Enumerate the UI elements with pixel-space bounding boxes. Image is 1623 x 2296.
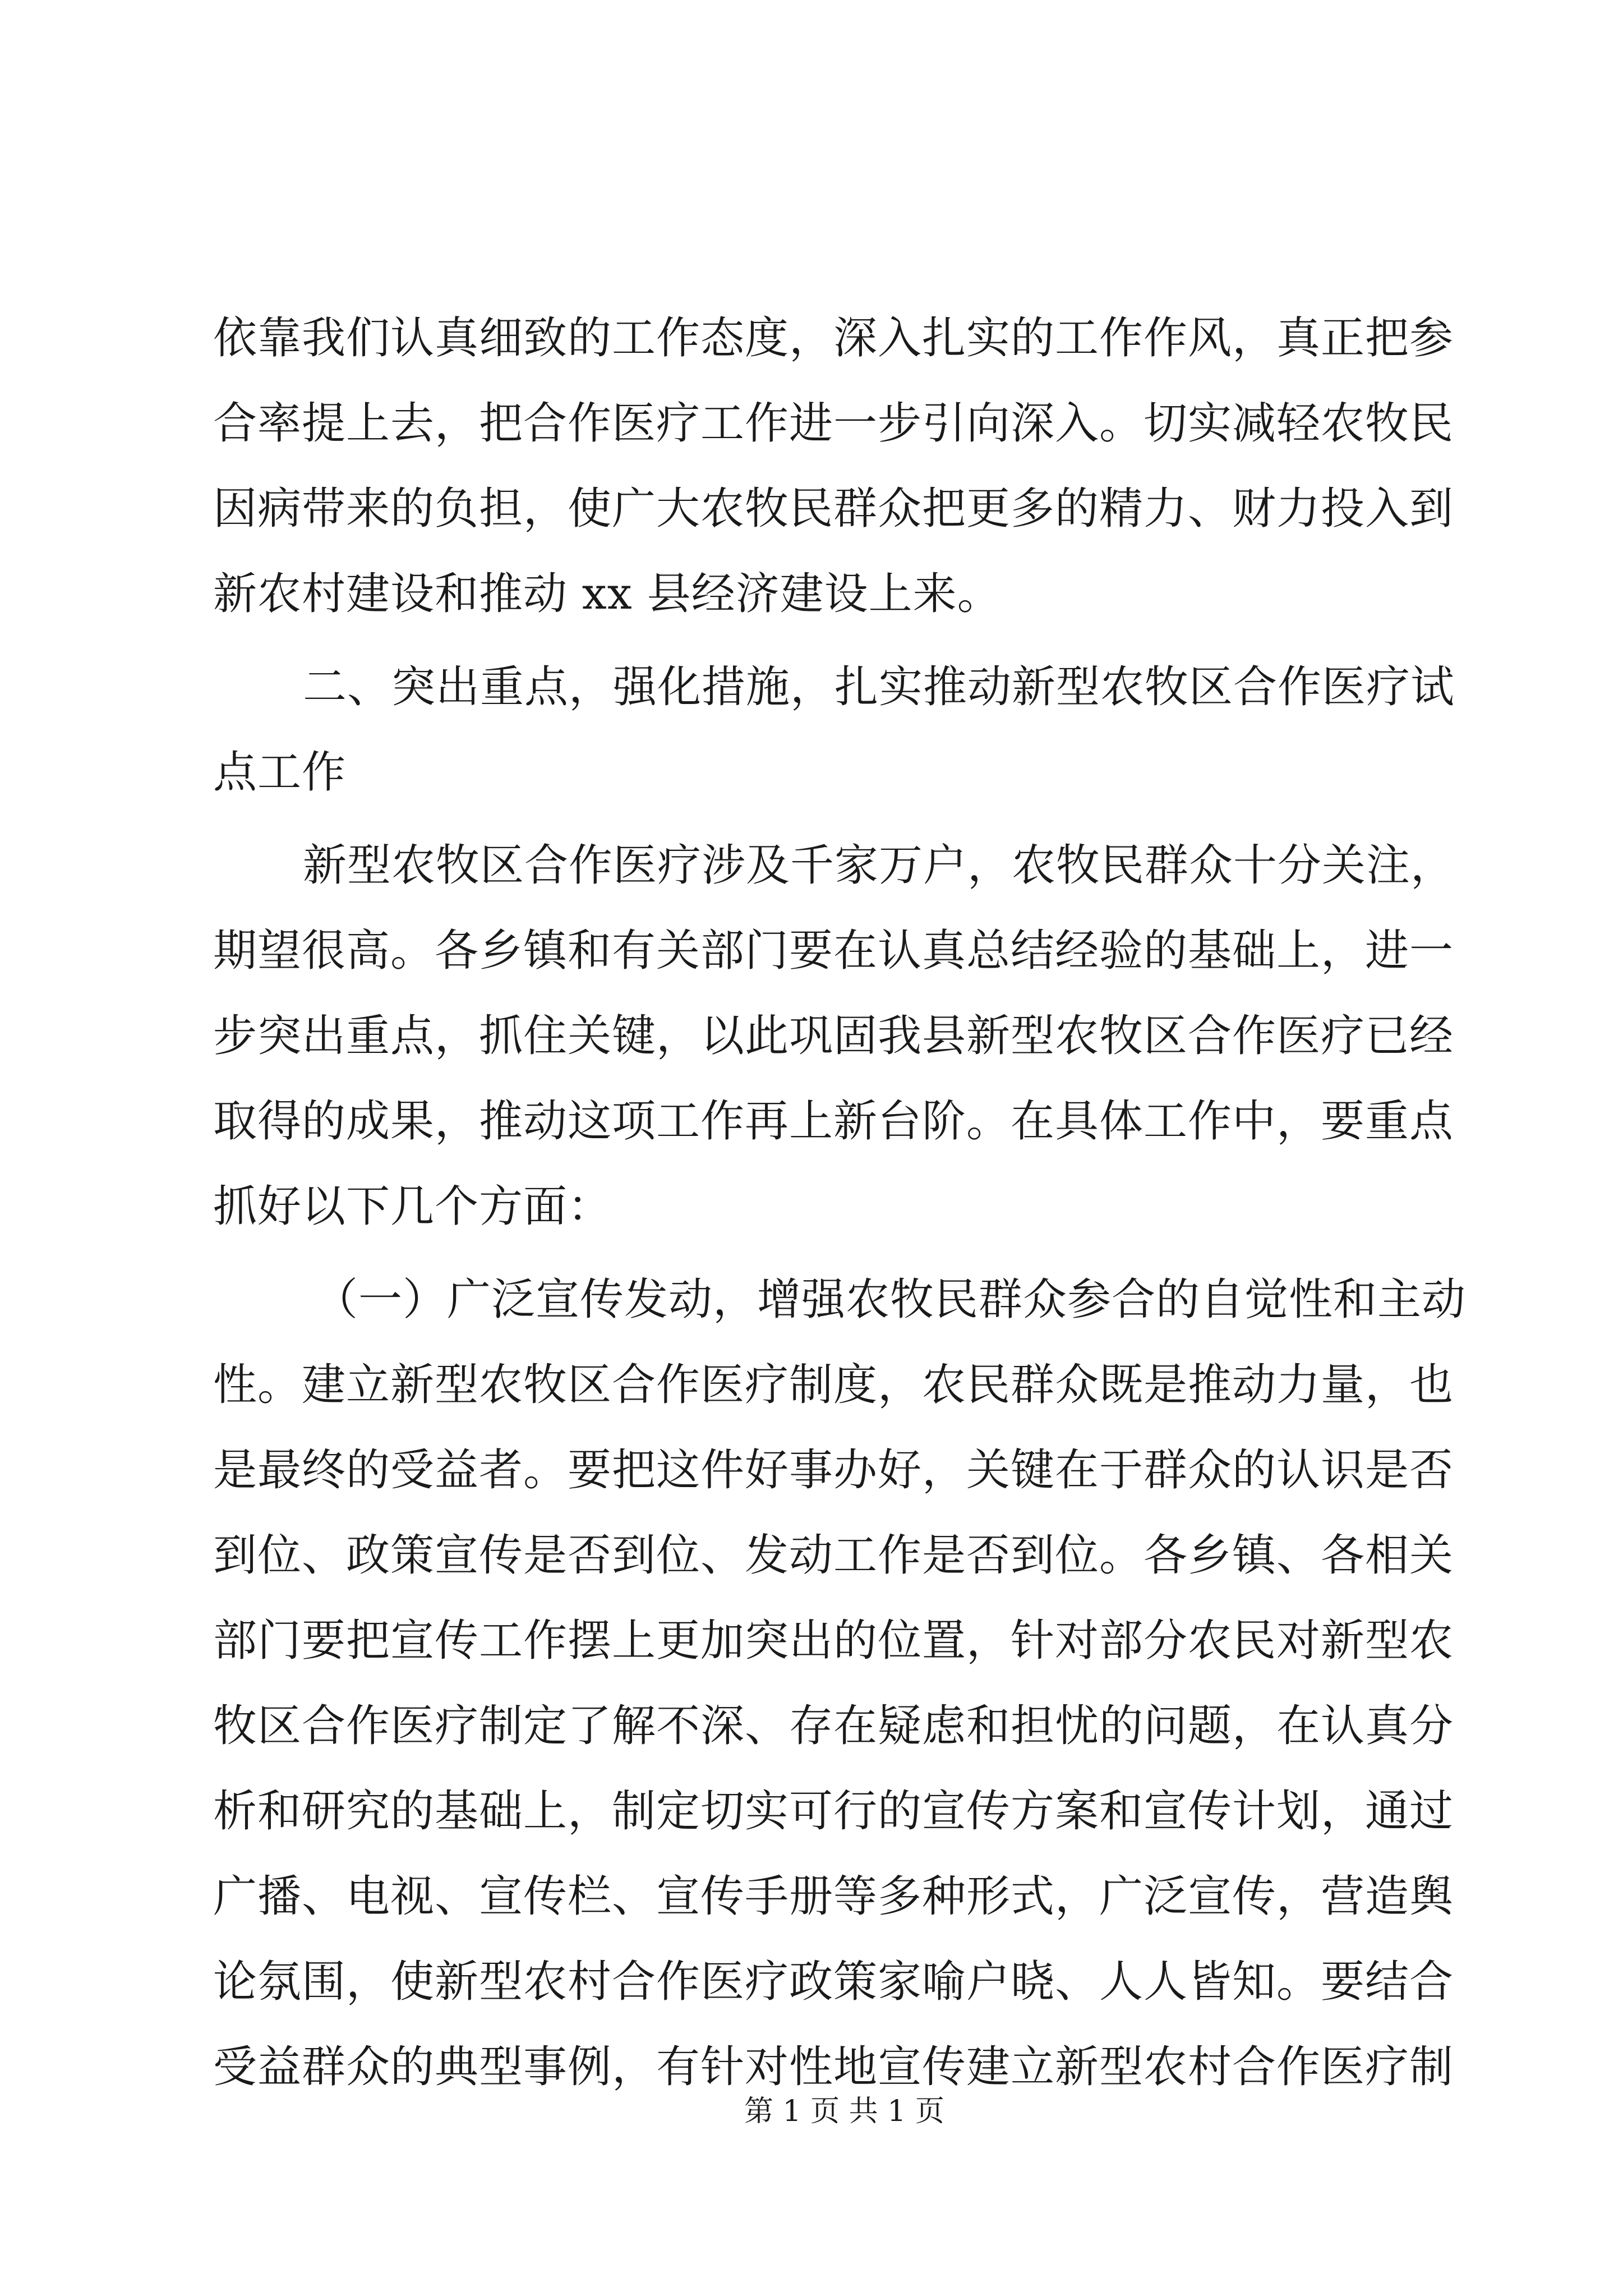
document-line: （一）广泛宣传发动，增强农牧民群众参合的自觉性和主动 [314, 1274, 1467, 1325]
document-line: 合率提上去，把合作医疗工作进一步引向深入。切实减轻农牧民 [213, 398, 1454, 449]
document-line: 点工作 [213, 747, 347, 798]
document-line: 部门要把宣传工作摆上更加突出的位置，针对部分农民对新型农 [213, 1616, 1454, 1666]
document-line: 论氛围，使新型农村合作医疗政策家喻户晓、人人皆知。要结合 [213, 1957, 1454, 2007]
document-line: 到位、政策宣传是否到位、发动工作是否到位。各乡镇、各相关 [213, 1530, 1454, 1581]
document-line: 新农村建设和推动 xx 县经济建设上来。 [213, 569, 1002, 619]
document-line: 步突出重点，抓住关键，以此巩固我县新型农牧区合作医疗已经 [213, 1011, 1454, 1061]
document-line: 广播、电视、宣传栏、宣传手册等多种形式，广泛宣传，营造舆 [213, 1871, 1454, 1922]
document-line: 性。建立新型农牧区合作医疗制度，农民群众既是推动力量，也 [213, 1360, 1454, 1410]
document-line: 牧区合作医疗制定了解不深、存在疑虑和担忧的问题，在认真分 [213, 1701, 1454, 1751]
document-line: 取得的成果，推动这项工作再上新台阶。在具体工作中，要重点 [213, 1096, 1454, 1147]
document-line: 是最终的受益者。要把这件好事办好，关键在于群众的认识是否 [213, 1445, 1454, 1496]
document-line: 析和研究的基础上，制定切实可行的宣传方案和宣传计划，通过 [213, 1786, 1454, 1837]
document-line: 期望很高。各乡镇和有关部门要在认真总结经验的基础上，进一 [213, 926, 1454, 976]
document-line: 抓好以下几个方面： [213, 1181, 612, 1232]
document-line: 依靠我们认真细致的工作态度，深入扎实的工作作风，真正把参 [213, 313, 1454, 364]
document-line: 二、突出重点，强化措施，扎实推动新型农牧区合作医疗试 [303, 662, 1455, 712]
document-line: 新型农牧区合作医疗涉及千家万户，农牧民群众十分关注， [303, 840, 1455, 891]
page-footer: 第 1 页 共 1 页 [744, 2095, 944, 2128]
document-line: 因病带来的负担，使广大农牧民群众把更多的精力、财力投入到 [213, 484, 1454, 534]
document-line: 受益群众的典型事例，有针对性地宣传建立新型农村合作医疗制 [213, 2042, 1454, 2092]
